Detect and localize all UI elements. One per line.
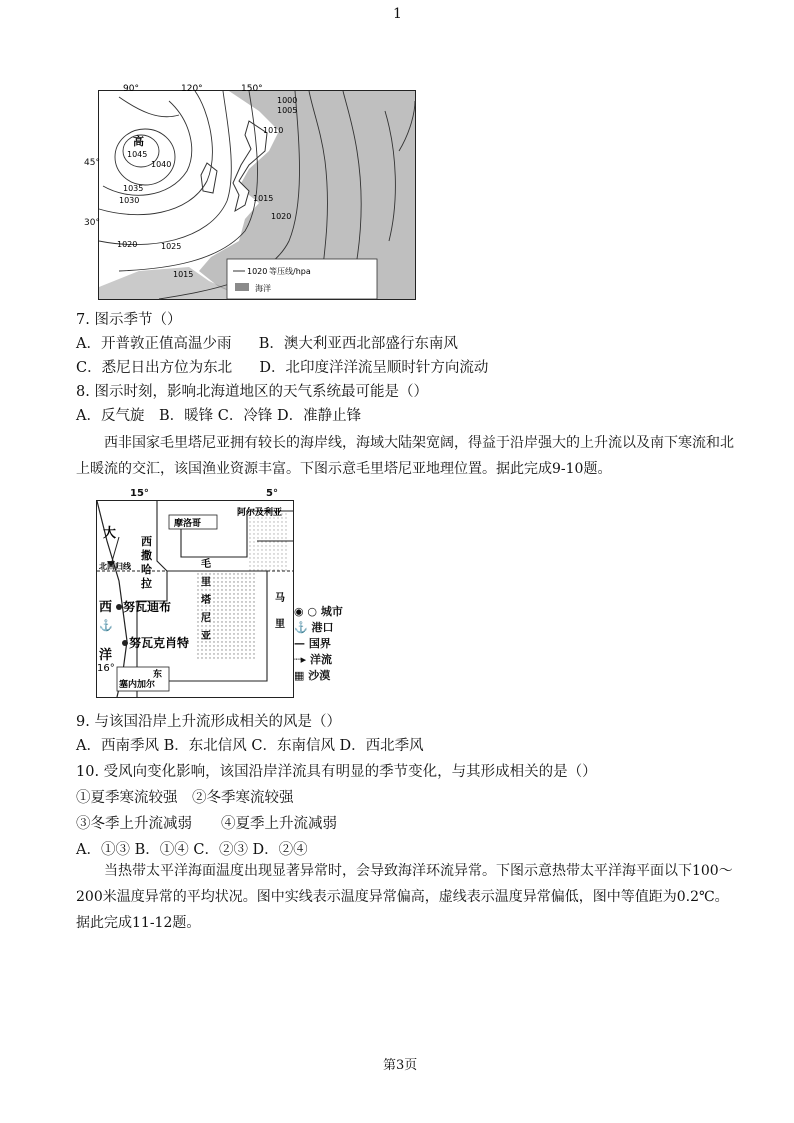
q8-options: A．反气旋 B．暖锋 C．冷锋 D．准静止锋	[76, 408, 362, 424]
region-senegal-part: 东	[153, 670, 163, 680]
isobar-value-1025: 1025	[161, 242, 182, 251]
region-morocco: 摩洛哥	[174, 519, 202, 529]
region-algeria: 阿尔及利亚	[237, 508, 283, 518]
lon-label-150: 150°	[241, 84, 263, 94]
lat-label-45: 45°	[84, 158, 100, 168]
q10-stem: 10. 受风向变化影响，该国沿岸洋流具有明显的季节变化，与其形成相关的是（）	[76, 764, 597, 780]
wsahara-char-1: 西	[141, 535, 152, 548]
mauritania-map	[96, 500, 294, 698]
city-dot-nouakchott	[122, 640, 128, 646]
mauritania-char-4: 尼	[201, 613, 211, 624]
legend-current: 洋流	[310, 653, 332, 666]
legend-current-row	[294, 652, 354, 668]
mali-char-2: 里	[275, 619, 285, 630]
lat-label-16: 16°	[97, 663, 115, 674]
wsahara-char-4: 拉	[141, 577, 152, 590]
lon-label-90: 90°	[123, 84, 139, 94]
q9-options: A．西南季风 B．东北信风 C．东南信风 D．西北季风	[76, 738, 424, 754]
q7-stem: 7. 图示季节（）	[76, 312, 182, 328]
city-dot-nouadhibou	[116, 604, 122, 610]
isobar-value-1020-right: 1020	[271, 212, 292, 221]
mali-char-1: 马	[275, 593, 285, 604]
q10-statements-1: ①夏季寒流较强 ②冬季寒流较强	[76, 790, 294, 806]
mauritania-char-2: 里	[201, 577, 211, 588]
lon-label-15: 15°	[130, 488, 149, 499]
mauritania-char-5: 亚	[201, 631, 211, 642]
page-footer: 第3页	[383, 1058, 418, 1073]
map1-legend-box	[227, 259, 377, 299]
isobar-map-canvas	[99, 84, 415, 299]
isobar-value-1045: 1045	[127, 150, 148, 159]
ocean-char-2: 西	[99, 600, 113, 615]
region-senegal: 塞内加尔	[119, 680, 156, 690]
legend-isobar-text: 等压线/hpa	[269, 267, 311, 276]
city-nouakchott: 努瓦克肖特	[129, 636, 190, 650]
legend-ocean-text: 海洋	[255, 284, 271, 293]
city-nouadhibou: 努瓦迪布	[123, 600, 172, 614]
q10-options: A．①③ B．①④ C．②③ D．②④	[76, 842, 308, 858]
legend-desert-row	[294, 668, 354, 684]
isobar-map	[98, 84, 416, 300]
tropic-label: 北回归线	[99, 562, 131, 571]
legend-border: 国界	[308, 637, 331, 650]
legend-city-row	[294, 604, 354, 620]
q9-stem: 9. 与该国沿岸上升流形成相关的风是（）	[76, 714, 341, 730]
border-line-icon: —	[294, 637, 305, 650]
isobar-value-1020-left: 1020	[117, 240, 138, 249]
legend-port: 港口	[311, 621, 334, 634]
passage-pacific: 当热带太平洋海面温度出现显著异常时，会导致海洋环流异常。下图示意热带太平洋海平面以下100～200米温度异常的平均状况。图中实线表示温度异常偏高，虚线表示温度异常偏低，图中等值距为0.2℃。据此完成11-12题。	[76, 863, 733, 931]
q8-stem: 8. 图示时刻，影响北海道地区的天气系统最可能是（）	[76, 384, 428, 400]
page-number-top: 1	[393, 6, 402, 22]
legend-border-row	[294, 636, 354, 652]
wsahara-char-2: 撒	[141, 549, 152, 562]
lat-label-30: 30°	[84, 218, 100, 228]
ocean-char-1: 大	[103, 526, 117, 541]
high-pressure-label: 高	[133, 135, 144, 148]
ocean-char-3: 洋	[99, 648, 113, 663]
q7-option-d: D．北印度洋洋流呈顺时针方向流动	[259, 360, 489, 376]
desert-pattern-icon: ▦	[294, 669, 305, 682]
mauritania-map-canvas	[97, 501, 293, 697]
q7-options-row1	[76, 334, 458, 354]
isobar-value-1015-right: 1015	[253, 194, 274, 203]
isobar-value-1040: 1040	[151, 160, 172, 169]
legend-port-row	[294, 620, 354, 636]
port-icon-nouadhibou: ⚓	[99, 619, 113, 632]
city-symbol-icon: ◉ ○	[294, 605, 318, 618]
current-arrow-icon: ┈▸	[294, 653, 307, 666]
legend-desert: 沙漠	[308, 669, 331, 682]
wsahara-char-3: 哈	[141, 563, 152, 576]
lon-label-120: 120°	[181, 84, 203, 94]
isobar-value-1000: 1000	[277, 96, 298, 105]
legend-city: 城市	[320, 605, 343, 618]
q7-option-a: A．开普敦正值高温少雨	[76, 336, 232, 352]
q7-option-b: B．澳大利亚西北部盛行东南风	[258, 336, 458, 352]
current-arrow	[111, 537, 119, 565]
isobar-value-1005: 1005	[277, 106, 298, 115]
passage-mauritania: 西非国家毛里塔尼亚拥有较长的海岸线，海域大陆架宽阔，得益于沿岸强大的上升流以及南下寒流和北上暖流的交汇，该国渔业资源丰富。下图示意毛里塔尼亚地理位置。据此完成9-10题。	[76, 435, 734, 477]
q7-option-c: C．悉尼日出方位为东北	[76, 360, 233, 376]
isobar-value-1030: 1030	[119, 196, 140, 205]
isobar-value-1015-bottom: 1015	[173, 270, 194, 279]
q10-statements-2: ③冬季上升流减弱 ④夏季上升流减弱	[76, 816, 337, 832]
lon-label-5: 5°	[266, 488, 278, 499]
q7-options-row2	[76, 358, 488, 378]
map2-legend	[294, 604, 354, 684]
legend-ocean-swatch	[235, 283, 249, 291]
korea-peninsula	[201, 163, 217, 193]
isobar-value-1035: 1035	[123, 184, 144, 193]
mauritania-char-3: 塔	[201, 595, 211, 606]
legend-isobar-sample: 1020	[247, 267, 268, 276]
isobar-value-1010: 1010	[263, 126, 284, 135]
mauritania-char-1: 毛	[201, 559, 211, 570]
anchor-icon: ⚓	[294, 621, 308, 634]
